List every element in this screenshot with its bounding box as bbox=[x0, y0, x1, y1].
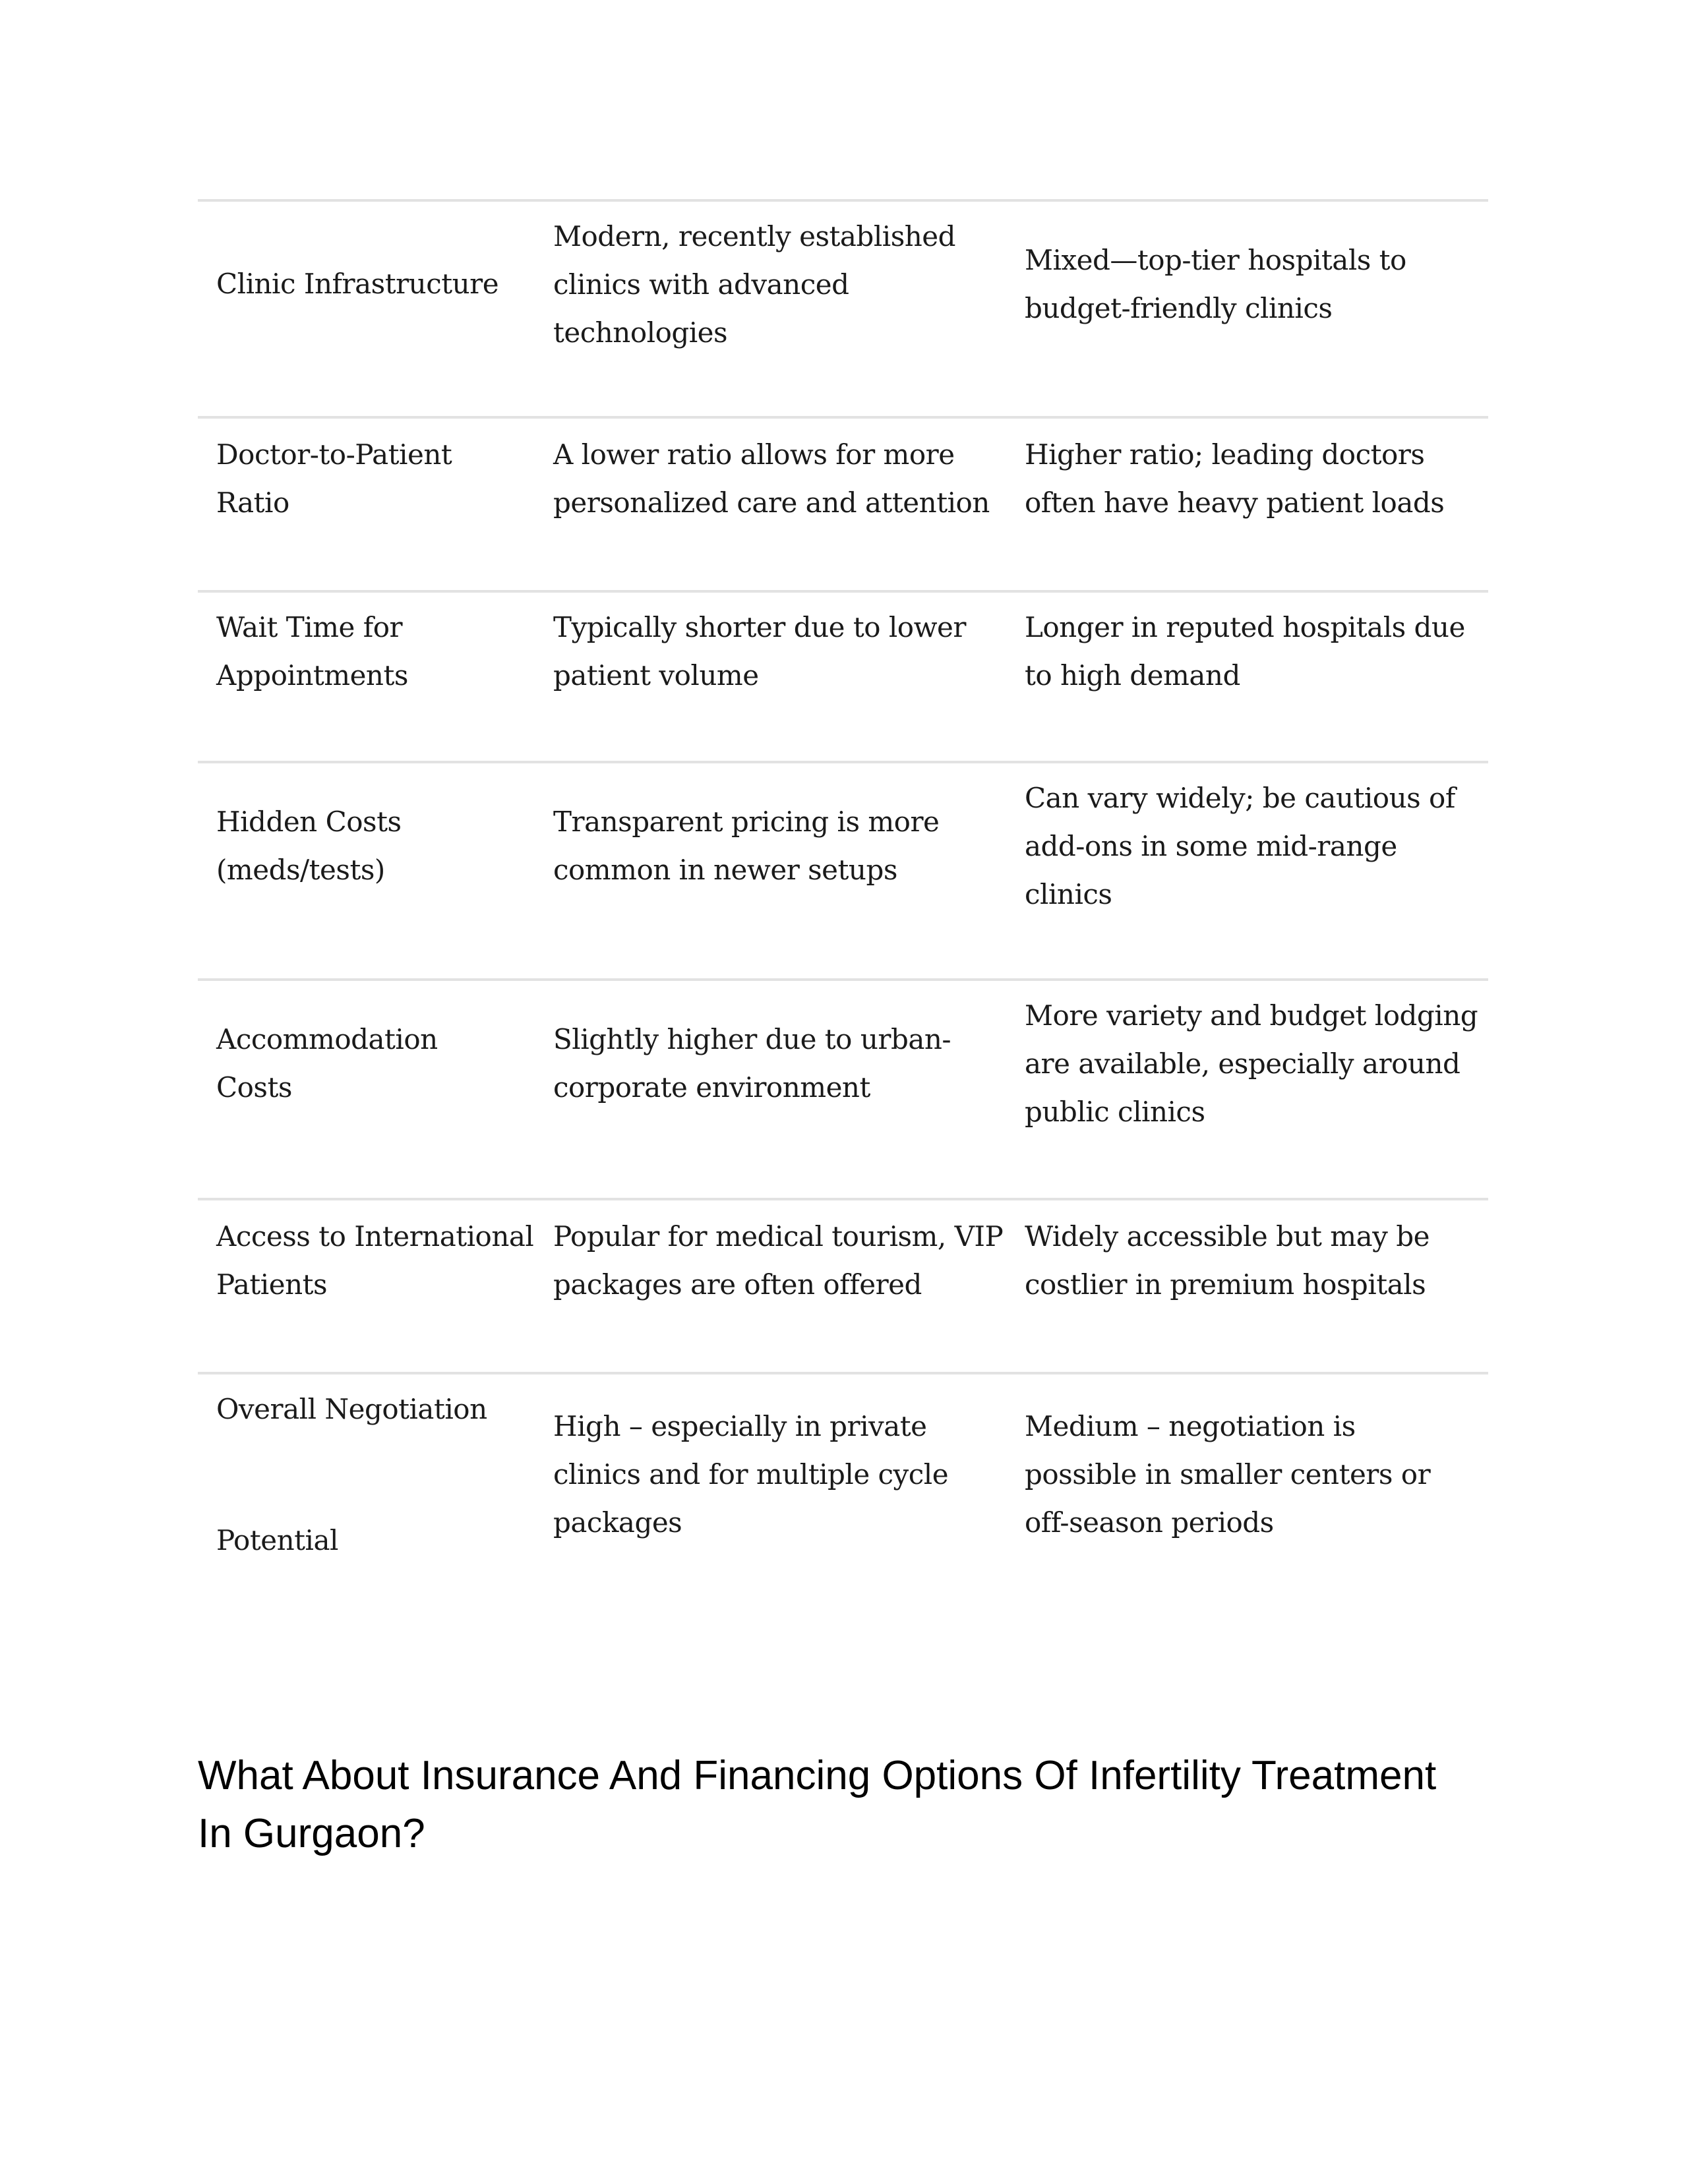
table-row bbox=[198, 1372, 1488, 1589]
delhi-cell: More variety and budget lodging are available, especially around public clinics bbox=[1025, 999, 1478, 1128]
gurgaon-cell: A lower ratio allows for more personalized care and attention bbox=[553, 438, 990, 519]
delhi-cell: Mixed—top-tier hospitals to budget-friendly clinics bbox=[1025, 244, 1406, 324]
factor-cell: Accommodation Costs bbox=[216, 1023, 438, 1104]
table-row bbox=[198, 761, 1488, 978]
delhi-cell: Medium – negotiation is possible in smaller centers or off-season periods bbox=[1025, 1410, 1431, 1539]
table-row bbox=[198, 978, 1488, 1198]
delhi-cell: Can vary widely; be cautious of add-ons in some mid-range clinics bbox=[1025, 782, 1455, 910]
factor-cell: Wait Time for Appointments bbox=[216, 611, 408, 692]
gurgaon-cell: Popular for medical tourism, VIP packages are often offered bbox=[553, 1220, 1004, 1301]
delhi-cell: Higher ratio; leading doctors often have heavy patient loads bbox=[1025, 438, 1445, 519]
section-heading: What About Insurance And Financing Options Of Infertility Treatment In Gurgaon? bbox=[198, 1753, 1437, 1856]
factor-cell: Clinic Infrastructure bbox=[216, 268, 499, 300]
gurgaon-cell: Typically shorter due to lower patient volume bbox=[553, 611, 966, 692]
table-row bbox=[198, 590, 1488, 761]
table-row bbox=[198, 199, 1488, 416]
factor-cell: Hidden Costs (meds/tests) bbox=[216, 806, 402, 886]
table-row bbox=[198, 416, 1488, 590]
factor-cell: Doctor-to-Patient Ratio bbox=[216, 438, 452, 519]
delhi-cell: Longer in reputed hospitals due to high demand bbox=[1025, 611, 1465, 692]
factor-cell-line2: Potential bbox=[216, 1524, 338, 1556]
gurgaon-cell: Transparent pricing is more common in newer setups bbox=[553, 806, 940, 886]
delhi-cell: Widely accessible but may be costlier in premium hospitals bbox=[1025, 1220, 1430, 1301]
table-row bbox=[198, 1198, 1488, 1372]
gurgaon-cell: High – especially in private clinics and for multiple cycle packages bbox=[553, 1410, 949, 1539]
factor-cell: Access to International Patients bbox=[216, 1220, 534, 1301]
gurgaon-cell: Slightly higher due to urban-corporate environment bbox=[553, 1023, 951, 1104]
gurgaon-cell: Modern, recently established clinics with advanced technologies bbox=[553, 220, 956, 349]
factor-cell-line1: Overall Negotiation bbox=[216, 1393, 487, 1425]
